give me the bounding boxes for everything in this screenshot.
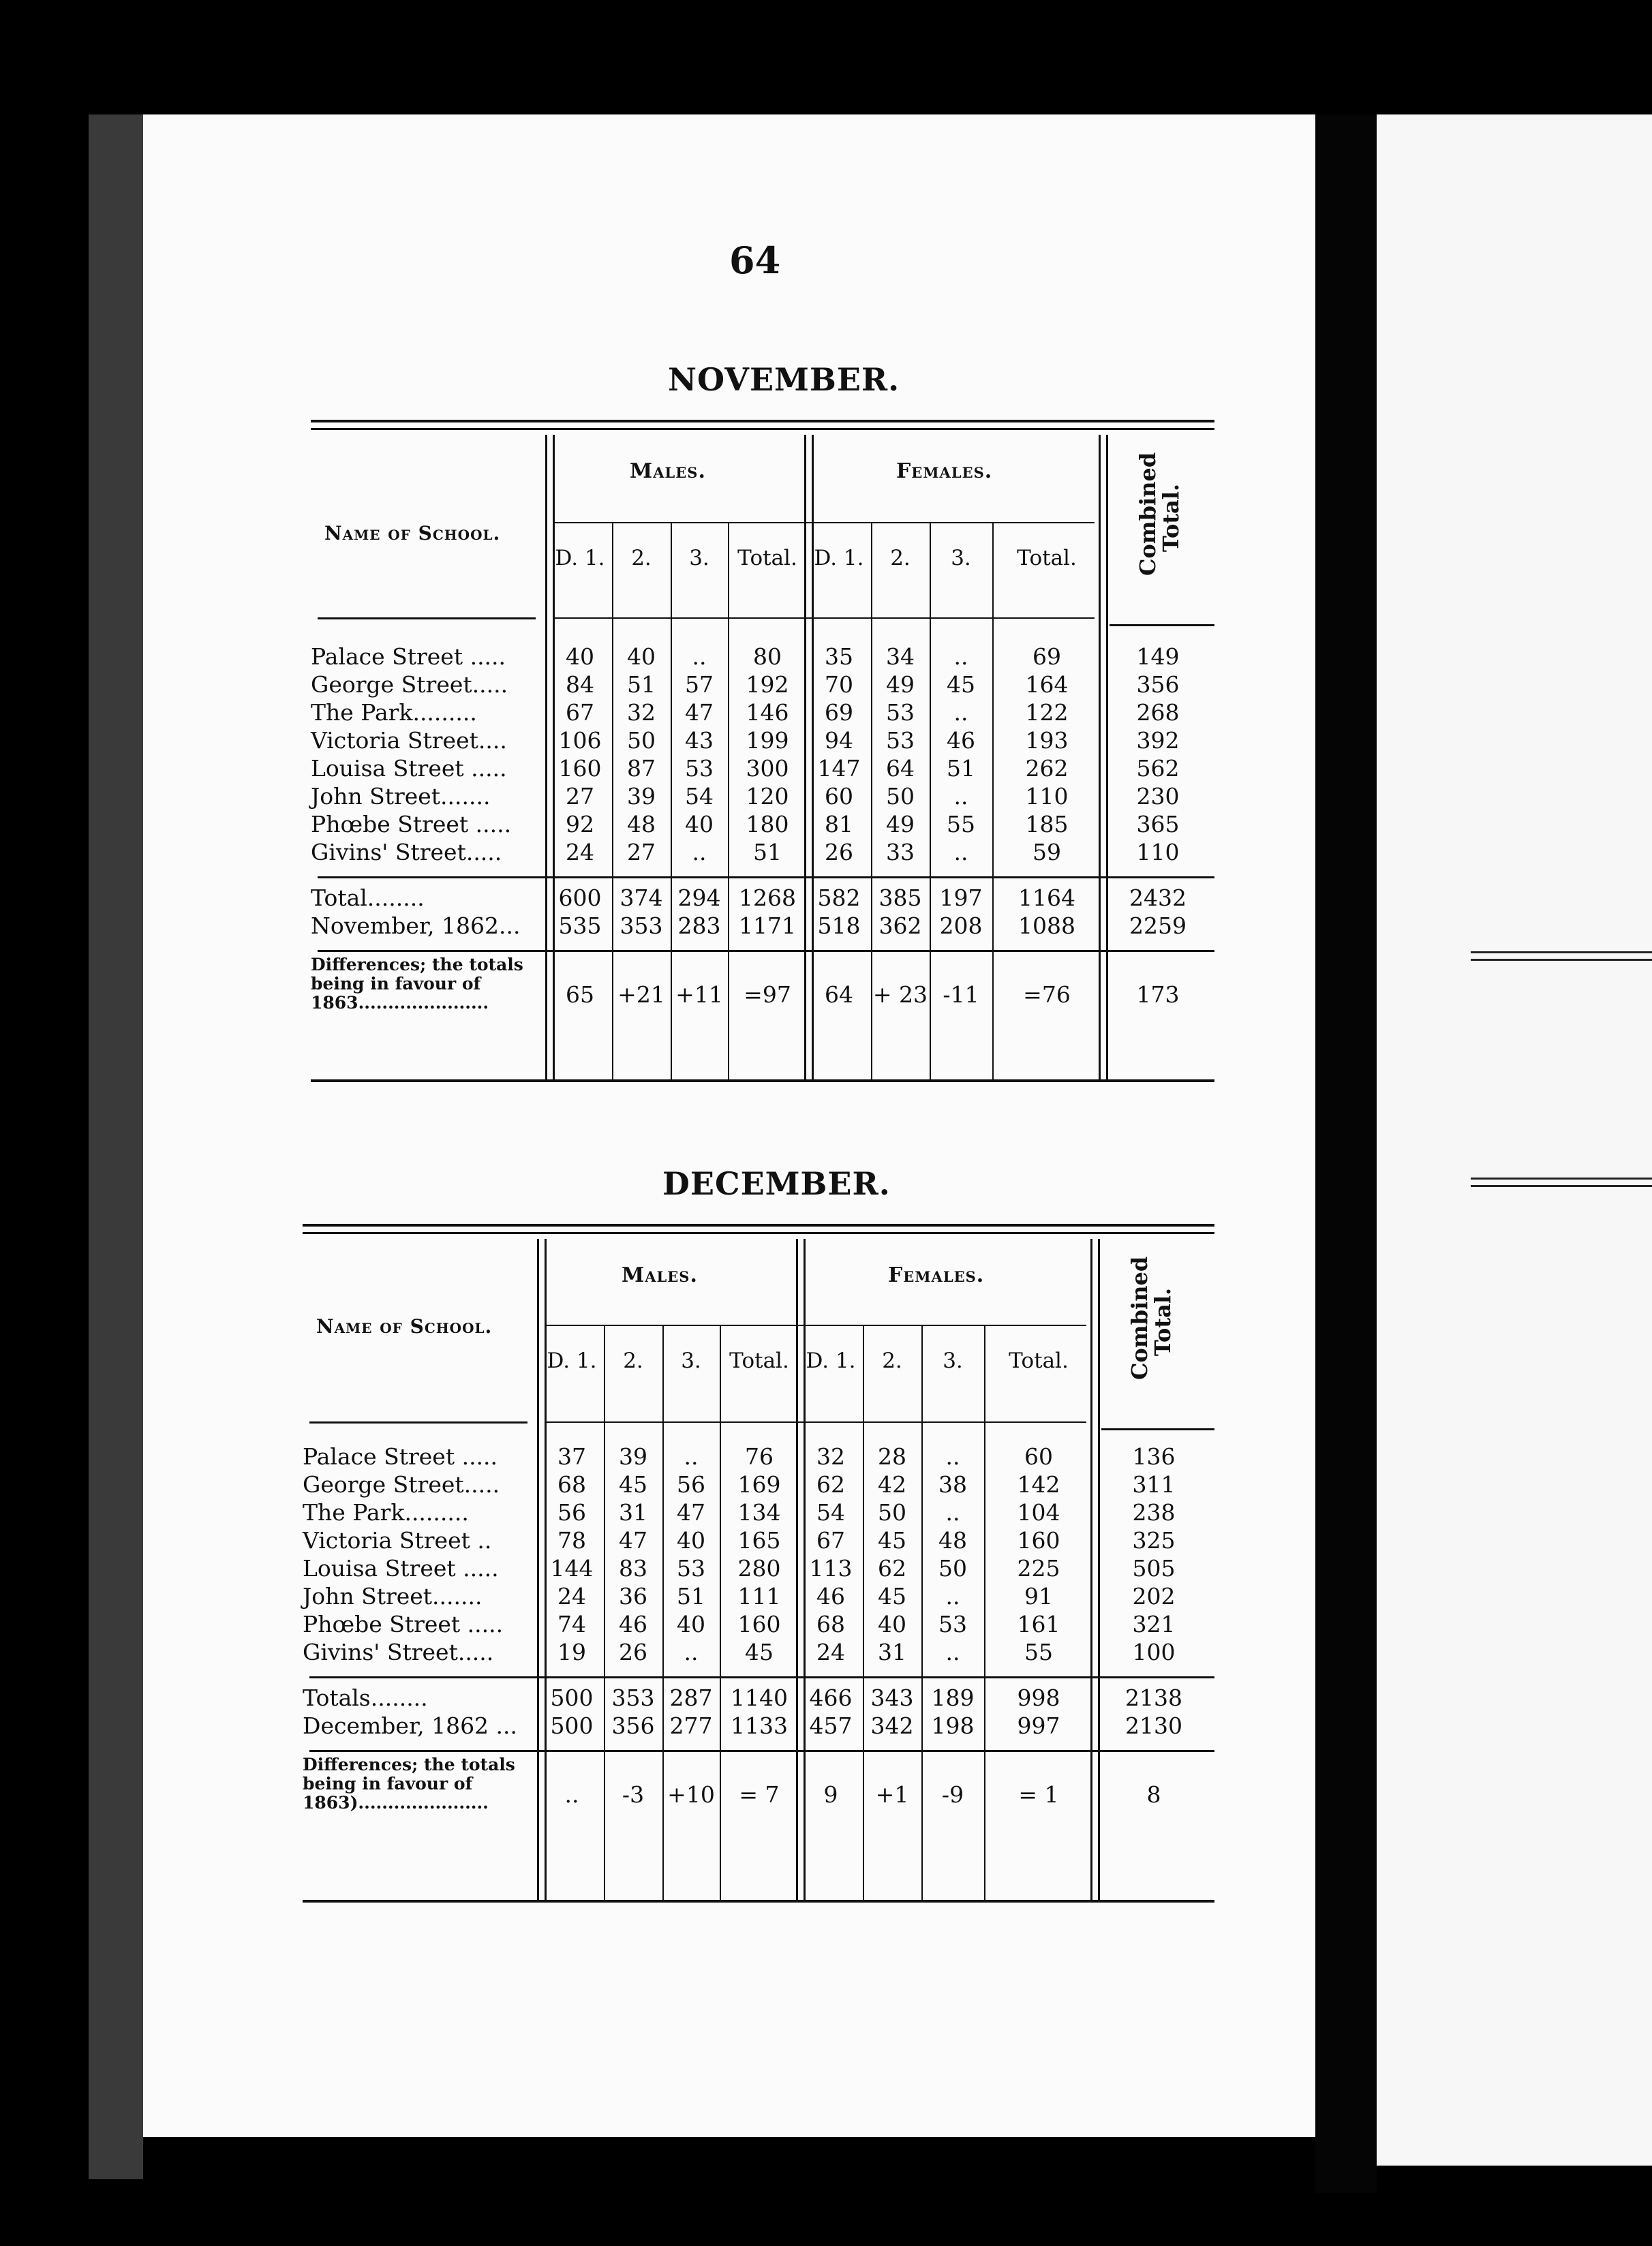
- previous-year-row-male-value: 1133: [731, 1712, 788, 1739]
- difference-male-value: 65: [566, 981, 594, 1008]
- school-row-male-value: 51: [627, 671, 656, 698]
- school-row-male-value: 40: [685, 811, 714, 837]
- school-row-male-value: 45: [745, 1639, 774, 1665]
- top-rule: [303, 1232, 1214, 1234]
- header-rule: [309, 1421, 527, 1424]
- header-rule: [318, 617, 536, 619]
- females-col-3-header: 3.: [943, 1349, 963, 1373]
- school-row-female-value: ..: [953, 699, 968, 726]
- school-row-male-value: 180: [746, 811, 789, 837]
- school-row-male-value: 106: [558, 727, 602, 754]
- school-row-female-value: 50: [878, 1499, 906, 1526]
- females-header: Females.: [888, 1263, 985, 1287]
- school-row-male-value: 36: [619, 1583, 647, 1610]
- total-row-name: Totals........: [303, 1684, 428, 1711]
- school-row-male-value: 40: [627, 643, 656, 670]
- november-title: NOVEMBER.: [668, 361, 900, 398]
- school-row-combined-value: 321: [1132, 1611, 1176, 1637]
- facing-page-rule: [1471, 1178, 1652, 1187]
- school-row-male-value: 74: [557, 1611, 586, 1637]
- school-row-male-value: 51: [753, 839, 782, 865]
- top-rule: [311, 420, 1214, 422]
- combined-total-header: Combined Total.: [1135, 452, 1184, 576]
- school-row-female-value: 51: [947, 755, 975, 782]
- school-row-male-value: 169: [737, 1471, 781, 1498]
- school-row-female-value: 142: [1017, 1471, 1060, 1498]
- school-row-name: The Park.........: [311, 699, 477, 726]
- school-row-combined-value: 149: [1136, 643, 1180, 670]
- school-row-male-value: 57: [685, 671, 714, 698]
- school-row-female-value: 53: [886, 727, 915, 754]
- school-row-male-value: 199: [746, 727, 789, 754]
- school-row-female-value: 45: [947, 671, 975, 698]
- school-row-female-value: 34: [886, 643, 915, 670]
- school-row-female-value: ..: [945, 1639, 960, 1665]
- previous-year-row-female-value: 518: [817, 912, 861, 939]
- school-row-male-value: ..: [684, 1443, 699, 1470]
- previous-year-row-female-value: 457: [809, 1712, 853, 1739]
- school-row-female-value: 70: [825, 671, 853, 698]
- school-row-female-value: 147: [817, 755, 861, 782]
- header-rule: [1101, 1428, 1214, 1430]
- name-of-school-header: Name of School.: [316, 1315, 493, 1338]
- school-row-male-value: 92: [566, 811, 594, 837]
- school-row-male-value: 192: [746, 671, 789, 698]
- top-rule: [311, 428, 1214, 430]
- school-row-female-value: 91: [1024, 1583, 1053, 1610]
- previous-year-row-male-value: 277: [669, 1712, 713, 1739]
- difference-female-value: =76: [1023, 981, 1071, 1008]
- differences-note-line: Differences; the totals: [303, 1755, 515, 1774]
- school-row-combined-value: 365: [1136, 811, 1180, 837]
- difference-female-value: 9: [823, 1781, 838, 1808]
- school-row-male-value: 26: [619, 1639, 647, 1665]
- school-row-female-value: 69: [1032, 643, 1061, 670]
- school-row-male-value: 280: [737, 1555, 781, 1582]
- school-row-female-value: 50: [886, 783, 915, 810]
- males-col-d1-header: D. 1.: [555, 546, 605, 570]
- school-row-name: John Street.......: [311, 783, 491, 810]
- total-row-male-value: 600: [558, 884, 602, 911]
- school-row-male-value: 40: [566, 643, 594, 670]
- school-row-female-value: 68: [816, 1611, 845, 1637]
- difference-male-value: +10: [667, 1781, 715, 1808]
- differences-note-line: being in favour of: [311, 974, 481, 994]
- page-number: 64: [729, 239, 781, 282]
- total-row-female-value: 197: [939, 884, 983, 911]
- school-row-male-value: 146: [746, 699, 789, 726]
- school-row-male-value: 47: [619, 1527, 647, 1554]
- school-row-female-value: 67: [816, 1527, 845, 1554]
- school-row-combined-value: 110: [1136, 839, 1180, 865]
- differences-note-line: 1863)......................: [303, 1793, 489, 1813]
- difference-male-value: =97: [744, 981, 791, 1008]
- school-row-male-value: 39: [619, 1443, 647, 1470]
- females-col-d1-header: D. 1.: [806, 1349, 856, 1373]
- total-row-male-value: 500: [550, 1684, 594, 1711]
- book-gutter: [1315, 114, 1377, 2193]
- school-row-combined-value: 268: [1136, 699, 1180, 726]
- difference-male-value: = 7: [739, 1781, 780, 1808]
- males-col-2-header: 2.: [631, 546, 652, 570]
- school-row-female-value: 50: [938, 1555, 967, 1582]
- males-col-3-header: 3.: [681, 1349, 701, 1373]
- school-row-name: Givins' Street.....: [303, 1639, 494, 1665]
- school-row-male-value: 160: [737, 1611, 781, 1637]
- combined-total-header: Combined Total.: [1127, 1256, 1176, 1380]
- header-rule: [547, 1421, 1086, 1423]
- differences-note-line: Differences; the totals: [311, 955, 523, 974]
- school-row-female-value: 60: [825, 783, 853, 810]
- school-row-male-value: 165: [737, 1527, 781, 1554]
- school-row-male-value: 54: [685, 783, 714, 810]
- difference-female-value: -9: [941, 1781, 964, 1808]
- school-row-combined-value: 136: [1132, 1443, 1176, 1470]
- school-row-male-value: 160: [558, 755, 602, 782]
- difference-female-value: = 1: [1018, 1781, 1059, 1808]
- school-row-female-value: 60: [1024, 1443, 1053, 1470]
- school-row-female-value: 46: [816, 1583, 845, 1610]
- school-row-female-value: 113: [809, 1555, 853, 1582]
- difference-male-value: -3: [622, 1781, 645, 1808]
- previous-year-row-female-value: 198: [931, 1712, 975, 1739]
- school-row-female-value: ..: [953, 839, 968, 865]
- school-row-female-value: 62: [878, 1555, 906, 1582]
- school-row-male-value: 31: [619, 1499, 647, 1526]
- school-row-male-value: 111: [737, 1583, 781, 1610]
- school-row-female-value: 55: [947, 811, 975, 837]
- females-col-2-header: 2.: [890, 546, 911, 570]
- totals-rule: [318, 876, 1214, 878]
- school-row-female-value: 54: [816, 1499, 845, 1526]
- females-col-d1-header: D. 1.: [814, 546, 864, 570]
- school-row-name: Palace Street .....: [311, 643, 506, 670]
- total-row-name: Total........: [311, 884, 425, 911]
- total-row-female-value: 582: [817, 884, 861, 911]
- previous-year-row-male-value: 283: [677, 912, 721, 939]
- school-row-name: Louisa Street .....: [303, 1555, 499, 1582]
- differences-note-line: being in favour of: [303, 1774, 473, 1794]
- difference-female-value: 64: [825, 981, 853, 1008]
- school-row-male-value: 67: [566, 699, 594, 726]
- school-row-combined-value: 311: [1132, 1471, 1176, 1498]
- school-row-name: Louisa Street .....: [311, 755, 507, 782]
- school-row-female-value: ..: [945, 1583, 960, 1610]
- facing-page-rule: [1471, 951, 1652, 961]
- school-row-female-value: ..: [945, 1499, 960, 1526]
- total-row-combined-value: 2432: [1129, 884, 1187, 911]
- females-header: Females.: [896, 459, 993, 483]
- school-row-male-value: 24: [566, 839, 594, 865]
- school-row-female-value: 160: [1017, 1527, 1060, 1554]
- total-row-female-value: 385: [878, 884, 922, 911]
- school-row-male-value: 45: [619, 1471, 647, 1498]
- total-row-combined-value: 2138: [1125, 1684, 1182, 1711]
- school-row-combined-value: 230: [1136, 783, 1180, 810]
- school-row-name: Phœbe Street .....: [311, 811, 512, 837]
- total-row-male-value: 287: [669, 1684, 713, 1711]
- school-row-male-value: 68: [557, 1471, 586, 1498]
- school-row-combined-value: 238: [1132, 1499, 1176, 1526]
- school-row-male-value: 144: [550, 1555, 594, 1582]
- differences-note-line: 1863......................: [311, 993, 489, 1013]
- males-col-2-header: 2.: [623, 1349, 643, 1373]
- school-row-male-value: 300: [746, 755, 789, 782]
- differences-rule: [318, 950, 1214, 952]
- previous-year-row-combined-value: 2130: [1125, 1712, 1182, 1739]
- total-row-male-value: 1140: [731, 1684, 788, 1711]
- total-row-male-value: 353: [611, 1684, 655, 1711]
- previous-year-row-name: December, 1862 ...: [303, 1712, 518, 1739]
- differences-note: [311, 955, 542, 1013]
- school-row-male-value: 40: [677, 1611, 705, 1637]
- december-table: [303, 1224, 1214, 1903]
- school-row-male-value: 47: [685, 699, 714, 726]
- header-rule: [547, 1325, 1086, 1326]
- previous-year-row-name: November, 1862...: [311, 912, 521, 939]
- total-row-female-value: 343: [870, 1684, 914, 1711]
- previous-year-row-female-value: 997: [1017, 1712, 1060, 1739]
- previous-year-row-female-value: 1088: [1018, 912, 1075, 939]
- school-row-combined-value: 505: [1132, 1555, 1176, 1582]
- females-col-2-header: 2.: [882, 1349, 902, 1373]
- school-row-male-value: ..: [692, 643, 707, 670]
- differences-note: [303, 1755, 534, 1813]
- total-row-female-value: 466: [809, 1684, 853, 1711]
- difference-male-value: +21: [617, 981, 665, 1008]
- school-row-male-value: 27: [627, 839, 656, 865]
- school-row-female-value: 45: [878, 1527, 906, 1554]
- school-row-male-value: 56: [557, 1499, 586, 1526]
- school-row-name: John Street.......: [303, 1583, 483, 1610]
- school-row-female-value: 193: [1025, 727, 1069, 754]
- males-col-total-header: Total.: [729, 1349, 789, 1373]
- total-row-male-value: 1268: [739, 884, 796, 911]
- previous-year-row-male-value: 356: [611, 1712, 655, 1739]
- males-header: Males.: [622, 1263, 698, 1287]
- males-header: Males.: [630, 459, 706, 483]
- top-rule: [303, 1224, 1214, 1227]
- school-row-female-value: 64: [886, 755, 915, 782]
- females-col-3-header: 3.: [951, 546, 971, 570]
- school-row-male-value: 46: [619, 1611, 647, 1637]
- school-row-name: George Street.....: [303, 1471, 500, 1498]
- total-row-female-value: 998: [1017, 1684, 1060, 1711]
- november-table: [311, 420, 1214, 1082]
- header-rule: [1110, 624, 1214, 626]
- total-row-male-value: 374: [620, 884, 663, 911]
- facing-page: [1377, 114, 1652, 2166]
- header-rule: [555, 522, 1095, 523]
- previous-year-row-female-value: 342: [870, 1712, 914, 1739]
- difference-female-value: -11: [943, 981, 979, 1008]
- school-row-female-value: 42: [878, 1471, 906, 1498]
- difference-female-value: +1: [875, 1781, 909, 1808]
- difference-male-value: +11: [675, 981, 723, 1008]
- school-row-combined-value: 100: [1132, 1639, 1176, 1665]
- females-col-total-header: Total.: [1017, 546, 1077, 570]
- school-row-female-value: 94: [825, 727, 853, 754]
- school-row-female-value: 28: [878, 1443, 906, 1470]
- school-row-male-value: 76: [745, 1443, 774, 1470]
- school-row-male-value: 39: [627, 783, 656, 810]
- school-row-female-value: 104: [1017, 1499, 1060, 1526]
- difference-male-value: ..: [564, 1781, 579, 1808]
- school-row-male-value: 43: [685, 727, 714, 754]
- school-row-female-value: 46: [947, 727, 975, 754]
- school-row-male-value: 53: [685, 755, 714, 782]
- totals-rule: [309, 1676, 1214, 1678]
- school-row-female-value: 31: [878, 1639, 906, 1665]
- school-row-combined-value: 392: [1136, 727, 1180, 754]
- book-spine-edge: [89, 114, 143, 2179]
- school-row-female-value: 32: [816, 1443, 845, 1470]
- school-row-male-value: 40: [677, 1527, 705, 1554]
- previous-year-row-male-value: 1171: [739, 912, 796, 939]
- school-row-name: Phœbe Street .....: [303, 1611, 504, 1637]
- school-row-combined-value: 325: [1132, 1527, 1176, 1554]
- school-row-female-value: 185: [1025, 811, 1069, 837]
- school-row-name: Palace Street .....: [303, 1443, 498, 1470]
- school-row-female-value: 225: [1017, 1555, 1060, 1582]
- school-row-female-value: 69: [825, 699, 853, 726]
- school-row-male-value: 37: [557, 1443, 586, 1470]
- school-row-name: George Street.....: [311, 671, 508, 698]
- school-row-female-value: 55: [1024, 1639, 1053, 1665]
- school-row-female-value: 35: [825, 643, 853, 670]
- school-row-female-value: 38: [938, 1471, 967, 1498]
- school-row-female-value: ..: [953, 783, 968, 810]
- school-row-female-value: 53: [938, 1611, 967, 1637]
- school-row-combined-value: 356: [1136, 671, 1180, 698]
- school-row-male-value: 50: [627, 727, 656, 754]
- school-row-male-value: 84: [566, 671, 594, 698]
- school-row-name: Victoria Street....: [311, 727, 507, 754]
- total-row-female-value: 1164: [1018, 884, 1075, 911]
- difference-combined-value: 173: [1136, 981, 1180, 1008]
- school-row-female-value: 26: [825, 839, 853, 865]
- differences-rule: [309, 1750, 1214, 1752]
- difference-combined-value: 8: [1146, 1781, 1161, 1808]
- previous-year-row-male-value: 535: [558, 912, 602, 939]
- school-row-female-value: 49: [886, 811, 915, 837]
- school-row-name: Victoria Street ..: [303, 1527, 492, 1554]
- males-col-3-header: 3.: [689, 546, 709, 570]
- school-row-female-value: 110: [1025, 783, 1069, 810]
- school-row-male-value: 83: [619, 1555, 647, 1582]
- school-row-female-value: 161: [1017, 1611, 1060, 1637]
- school-row-combined-value: 562: [1136, 755, 1180, 782]
- school-row-female-value: 24: [816, 1639, 845, 1665]
- school-row-male-value: 32: [627, 699, 656, 726]
- school-row-female-value: 59: [1032, 839, 1061, 865]
- previous-year-row-male-value: 500: [550, 1712, 594, 1739]
- school-row-female-value: ..: [953, 643, 968, 670]
- name-of-school-header: Name of School.: [324, 522, 501, 544]
- bottom-rule: [303, 1900, 1214, 1903]
- school-row-female-value: 81: [825, 811, 853, 837]
- school-row-female-value: 53: [886, 699, 915, 726]
- school-row-combined-value: 202: [1132, 1583, 1176, 1610]
- school-row-female-value: 62: [816, 1471, 845, 1498]
- school-row-male-value: 53: [677, 1555, 705, 1582]
- school-row-male-value: 47: [677, 1499, 705, 1526]
- school-row-female-value: ..: [945, 1443, 960, 1470]
- males-col-total-header: Total.: [737, 546, 797, 570]
- school-row-name: Givins' Street.....: [311, 839, 502, 865]
- school-row-female-value: 33: [886, 839, 915, 865]
- school-row-female-value: 49: [886, 671, 915, 698]
- december-title: DECEMBER.: [662, 1165, 891, 1202]
- previous-year-row-male-value: 353: [620, 912, 663, 939]
- previous-year-row-female-value: 208: [939, 912, 983, 939]
- school-row-male-value: ..: [684, 1639, 699, 1665]
- school-row-male-value: 24: [557, 1583, 586, 1610]
- school-row-male-value: 19: [557, 1639, 586, 1665]
- school-row-male-value: 80: [753, 643, 782, 670]
- school-row-male-value: 27: [566, 783, 594, 810]
- previous-year-row-combined-value: 2259: [1129, 912, 1187, 939]
- difference-female-value: + 23: [872, 981, 928, 1008]
- males-col-d1-header: D. 1.: [547, 1349, 597, 1373]
- school-row-female-value: 262: [1025, 755, 1069, 782]
- school-row-male-value: 51: [677, 1583, 705, 1610]
- school-row-male-value: 87: [627, 755, 656, 782]
- school-row-female-value: 48: [938, 1527, 967, 1554]
- total-row-female-value: 189: [931, 1684, 975, 1711]
- school-row-female-value: 45: [878, 1583, 906, 1610]
- females-col-total-header: Total.: [1009, 1349, 1069, 1373]
- school-row-female-value: 122: [1025, 699, 1069, 726]
- school-row-male-value: 120: [746, 783, 789, 810]
- school-row-female-value: 164: [1025, 671, 1069, 698]
- bottom-rule: [311, 1079, 1214, 1082]
- school-row-male-value: 56: [677, 1471, 705, 1498]
- school-row-name: The Park.........: [303, 1499, 469, 1526]
- school-row-male-value: 48: [627, 811, 656, 837]
- previous-year-row-female-value: 362: [878, 912, 922, 939]
- school-row-male-value: 78: [557, 1527, 586, 1554]
- school-row-female-value: 40: [878, 1611, 906, 1637]
- school-row-male-value: ..: [692, 839, 707, 865]
- header-rule: [555, 617, 1095, 619]
- total-row-male-value: 294: [677, 884, 721, 911]
- school-row-male-value: 134: [737, 1499, 781, 1526]
